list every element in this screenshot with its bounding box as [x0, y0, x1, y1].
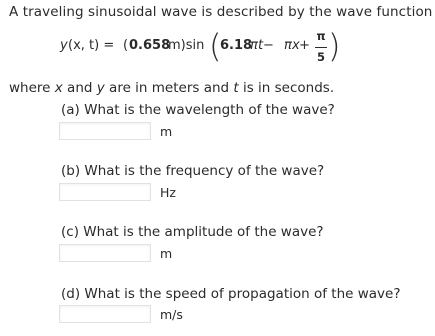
eq-right-paren: ) [328, 27, 341, 65]
eq-t: t [258, 38, 264, 53]
units-note-t: t [233, 80, 239, 96]
answer-c-input[interactable] [59, 244, 151, 262]
answer-b-unit: Hz [160, 185, 176, 200]
units-note-and: and [62, 80, 97, 96]
question-c-label: (c) What is the amplitude of the wave? [61, 224, 324, 240]
eq-x: x [292, 38, 300, 53]
units-note-post: is in seconds. [238, 80, 335, 96]
eq-pi-2: π [284, 38, 292, 53]
eq-minus: − [263, 38, 274, 53]
eq-plus: + [299, 38, 310, 53]
eq-args: (x, t) = [68, 38, 115, 53]
eq-fraction-bar [315, 47, 327, 48]
eq-amp-open: ( [123, 38, 129, 53]
eq-left-paren: ( [209, 27, 222, 65]
answer-a-unit: m [160, 124, 173, 139]
units-note-y: y [96, 80, 105, 96]
question-a-label: (a) What is the wavelength of the wave? [61, 102, 335, 118]
eq-fraction-numerator: π [316, 29, 326, 43]
units-note [9, 80, 334, 96]
answer-c-unit: m [160, 246, 173, 261]
eq-amp-unit: m)sin [168, 38, 205, 53]
question-d-label: (d) What is the speed of propagation of the wave? [61, 286, 401, 302]
answer-b-input[interactable] [59, 183, 151, 201]
units-note-x: x [54, 80, 63, 96]
eq-pi-1: π [250, 38, 258, 53]
answer-d-input[interactable] [59, 305, 151, 323]
eq-amplitude: 0.658 [129, 38, 171, 53]
problem-intro: A traveling sinusoidal wave is described by the wave function [9, 4, 433, 20]
units-note-mid: are in meters and [104, 80, 234, 96]
eq-y: y [60, 38, 68, 53]
answer-d-unit: m/s [160, 307, 183, 322]
eq-coefficient: 6.18 [220, 38, 253, 53]
question-b-label: (b) What is the frequency of the wave? [61, 163, 325, 179]
units-note-pre: where [9, 80, 55, 96]
eq-fraction-denominator: 5 [316, 50, 325, 64]
answer-a-input[interactable] [59, 122, 151, 140]
